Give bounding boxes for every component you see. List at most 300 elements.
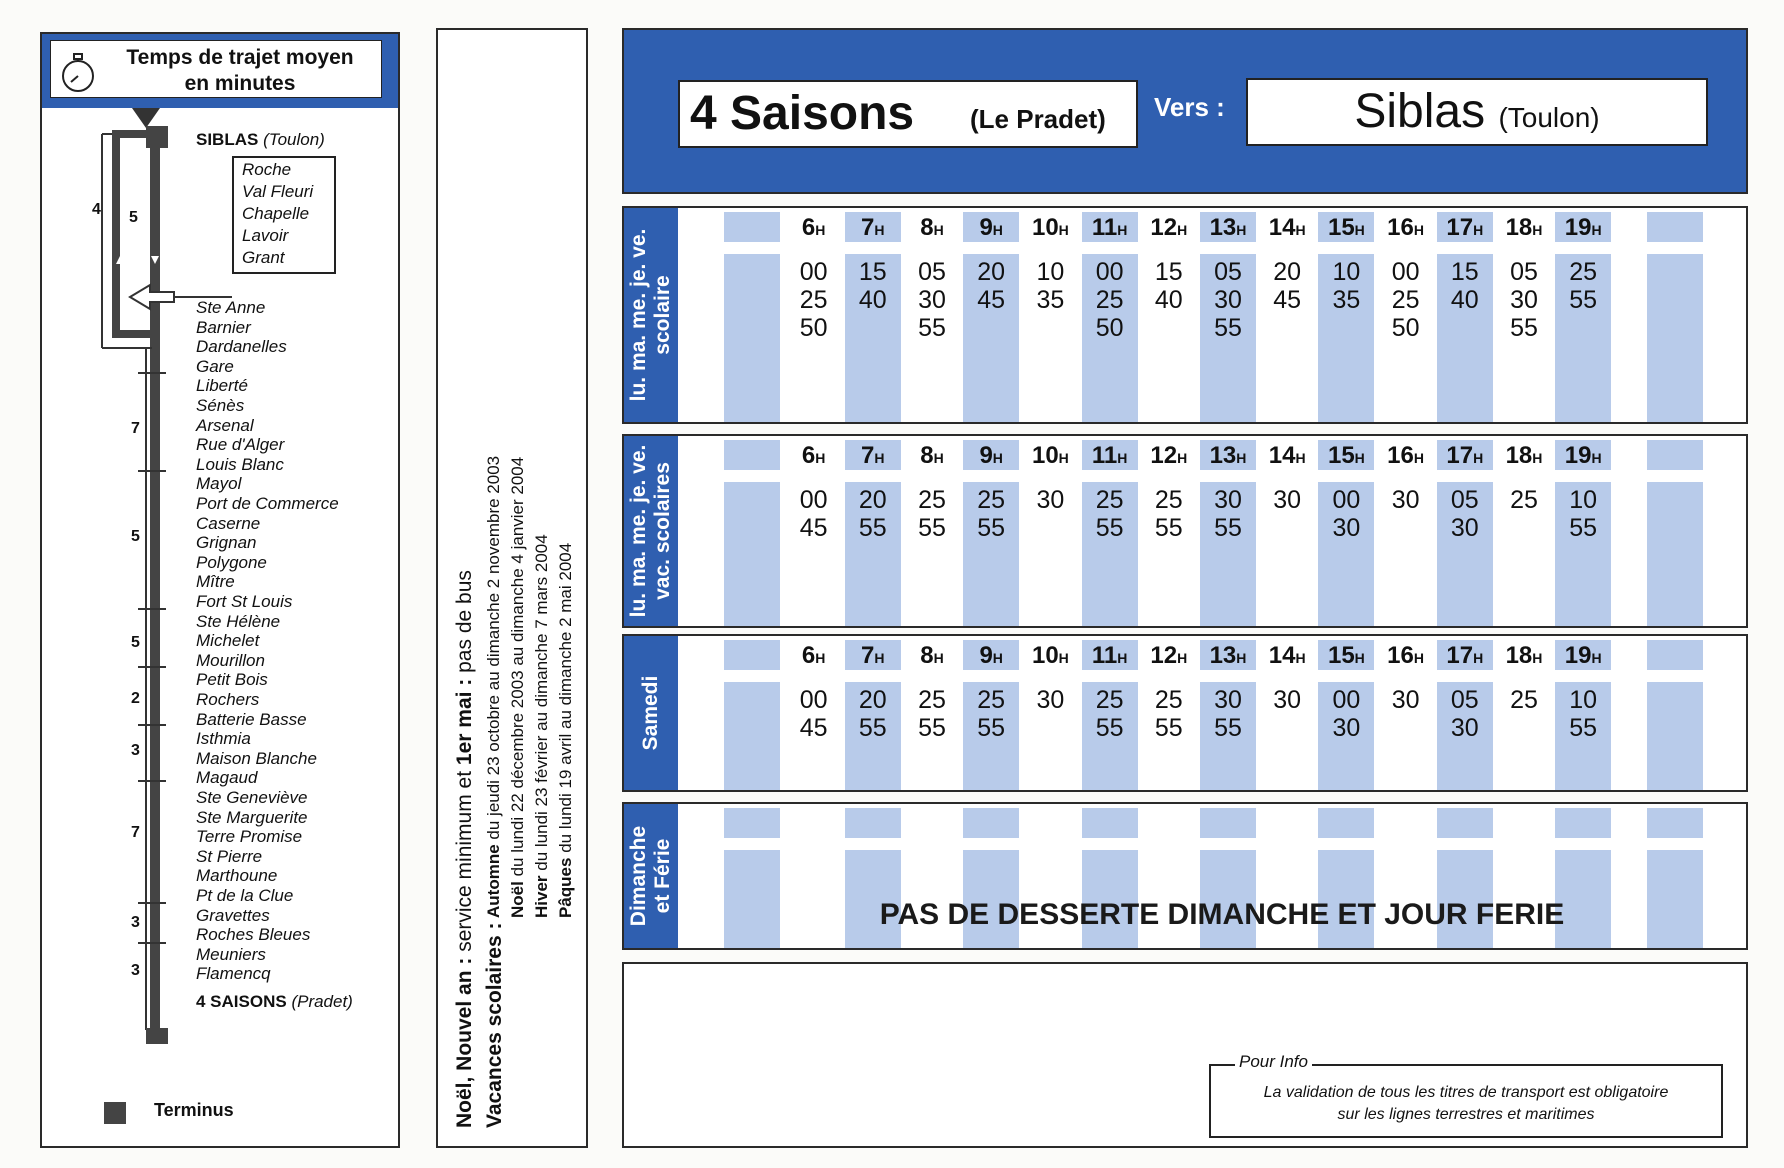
minutes-cell	[1494, 686, 1553, 714]
route-stop: St Pierre	[196, 846, 263, 866]
minutes-cell	[1435, 686, 1494, 742]
timetable-header	[622, 28, 1748, 194]
hour-number: 15	[1327, 642, 1355, 669]
hour-suffix: H	[1354, 450, 1365, 466]
minutes-cell	[1198, 258, 1257, 342]
departure-minute: 25	[1510, 686, 1538, 714]
column-stripe	[1200, 808, 1256, 838]
hour-header	[902, 214, 961, 242]
hour-header	[1554, 642, 1613, 670]
service-notice-text2: pas de bus	[453, 570, 476, 679]
route-stop: Mître	[196, 572, 235, 592]
route-stop: Ste Marguerite	[196, 807, 308, 827]
departure-minute: 25	[1095, 286, 1124, 314]
minutes-cell	[1080, 686, 1139, 742]
hour-suffix: H	[992, 650, 1003, 666]
route-stop: Mourillon	[196, 650, 265, 670]
departure-minute: 55	[1214, 714, 1242, 742]
departure-minute: 25	[1154, 686, 1183, 714]
hour-header	[1376, 214, 1435, 242]
departure-minute: 30	[1450, 514, 1479, 542]
column-stripe	[724, 850, 780, 948]
vacation-dates: du lundi 22 décembre 2003 au dimanche 4 janvier 2004	[508, 456, 527, 877]
time-label: 5	[131, 528, 140, 545]
hour-header	[1494, 642, 1553, 670]
departure-minute: 50	[1391, 314, 1420, 342]
hour-number: 10	[1031, 442, 1059, 469]
minutes-cell	[843, 486, 902, 542]
departure-minute: 05	[1450, 686, 1479, 714]
hour-header	[1021, 442, 1080, 470]
minutes-cell	[1021, 686, 1080, 714]
hour-number: 19	[1564, 442, 1592, 469]
departure-minute: 45	[977, 286, 1006, 314]
pour-info-line2: sur les lignes terrestres et maritimes	[1337, 1106, 1595, 1123]
route-stop: Batterie Basse	[196, 709, 307, 729]
departure-minute: 00	[799, 486, 828, 514]
service-notice	[452, 48, 478, 1128]
hour-header	[843, 642, 902, 670]
hour-number: 14	[1268, 642, 1296, 669]
minutes-cell	[1435, 258, 1494, 314]
minutes-cell	[784, 258, 843, 342]
route-stop: Flamencq	[196, 964, 271, 984]
departure-minute: 30	[1214, 686, 1242, 714]
minutes-cell	[1139, 486, 1198, 542]
hour-suffix: H	[1177, 650, 1188, 666]
terminus-bottom-label	[196, 992, 353, 1011]
route-stop: Polygone	[196, 552, 267, 572]
loop-stop: Lavoir	[242, 226, 289, 245]
route-title-box	[50, 40, 382, 98]
hour-header	[1198, 442, 1257, 470]
loop-stop: Chapelle	[242, 204, 310, 223]
departure-minute: 25	[1569, 258, 1598, 286]
hour-suffix: H	[1473, 450, 1484, 466]
hour-number: 14	[1268, 214, 1296, 241]
minutes-cell	[1494, 486, 1553, 514]
departure-minute: 05	[1510, 258, 1538, 286]
hour-suffix: H	[992, 450, 1003, 466]
departure-minute: 15	[1154, 258, 1183, 286]
hour-header	[1554, 214, 1613, 242]
column-stripe	[963, 808, 1019, 838]
departure-minute: 30	[918, 286, 946, 314]
route-title	[95, 45, 385, 97]
section-label-line2: scolaire	[651, 275, 674, 355]
departure-minute: 30	[1332, 714, 1361, 742]
minutes-cell	[1376, 486, 1435, 514]
hour-header	[1198, 642, 1257, 670]
column-stripe	[1647, 682, 1703, 790]
hour-number: 12	[1150, 442, 1178, 469]
holiday-info-panel	[436, 28, 588, 1148]
column-stripe	[1647, 808, 1703, 838]
hour-suffix: H	[1591, 450, 1602, 466]
route-stop: Marthoune	[196, 866, 278, 886]
hour-header	[843, 214, 902, 242]
departure-minute: 55	[1569, 514, 1598, 542]
route-stop: Pt de la Clue	[196, 886, 294, 905]
hour-number: 10	[1031, 214, 1059, 241]
departure-minute: 25	[977, 486, 1006, 514]
holiday-info-rotated	[438, 48, 586, 1128]
hour-suffix: H	[1117, 650, 1128, 666]
minutes-cell	[1258, 486, 1317, 514]
origin-box	[678, 80, 1138, 148]
terminus-legend-square-icon	[104, 1102, 126, 1124]
hour-number: 7	[861, 442, 875, 469]
minutes-cell	[1139, 258, 1198, 314]
hour-header	[1376, 442, 1435, 470]
hour-header	[962, 442, 1021, 470]
section-label	[627, 445, 675, 618]
pour-info-box	[1209, 1052, 1723, 1138]
hour-number: 18	[1505, 442, 1533, 469]
hour-header	[902, 642, 961, 670]
column-stripe	[724, 640, 780, 670]
departure-minute: 30	[1391, 686, 1420, 714]
hour-header	[1080, 214, 1139, 242]
departure-minute: 25	[1391, 286, 1420, 314]
minutes-cell	[1258, 686, 1317, 714]
hour-number: 17	[1446, 214, 1474, 241]
route-stop: Isthmia	[196, 729, 251, 749]
vacation-name: Automne	[484, 844, 503, 918]
hour-header	[1021, 642, 1080, 670]
departure-minute: 10	[1036, 258, 1065, 286]
hour-header	[784, 214, 843, 242]
no-service-message: PAS DE DESSERTE DIMANCHE ET JOUR FERIE	[879, 898, 1565, 931]
time-label: 7	[131, 420, 140, 437]
departure-minute: 35	[1332, 286, 1361, 314]
route-stop: Terre Promise	[196, 827, 303, 847]
loop-stop: Val Fleuri	[242, 182, 314, 201]
hour-suffix: H	[874, 650, 885, 666]
departure-minute: 40	[1154, 286, 1183, 314]
hour-header	[843, 442, 902, 470]
hour-header	[1317, 642, 1376, 670]
column-stripe	[724, 482, 780, 626]
hour-number: 8	[920, 642, 934, 669]
time-tick	[138, 942, 166, 944]
vers-label: Vers :	[1154, 92, 1225, 122]
departure-minute: 55	[1214, 314, 1242, 342]
terminus-top-label	[196, 130, 325, 149]
hour-header	[1435, 642, 1494, 670]
hour-number: 6	[801, 442, 816, 469]
minutes-cell	[962, 686, 1021, 742]
route-stop: Port de Commerce	[196, 494, 339, 513]
minutes-cell	[1198, 686, 1257, 742]
notes-box	[622, 962, 1748, 1148]
route-stop: Arsenal	[196, 415, 254, 435]
vacation-paques	[554, 543, 578, 918]
hour-number: 12	[1150, 642, 1178, 669]
hour-number: 16	[1387, 214, 1414, 241]
hour-number: 7	[861, 214, 875, 241]
hour-number: 17	[1446, 642, 1474, 669]
departure-minute: 55	[858, 714, 887, 742]
minutes-cell	[784, 486, 843, 542]
departure-minute: 15	[1450, 258, 1479, 286]
route-stop: Maison Blanche	[196, 748, 317, 768]
departure-minute: 25	[1510, 486, 1538, 514]
loop-stop: Grant	[242, 248, 285, 267]
route-stop: Magaud	[196, 768, 258, 788]
departure-minute: 25	[918, 486, 946, 514]
departure-minute: 25	[918, 686, 946, 714]
departure-minute: 20	[858, 486, 887, 514]
minutes-cell	[902, 686, 961, 742]
departure-minute: 25	[799, 286, 828, 314]
hour-number: 15	[1327, 214, 1355, 241]
route-stop: Rochers	[196, 690, 260, 709]
vacation-name: Hiver	[532, 875, 551, 918]
hour-number: 7	[861, 642, 875, 669]
route-stop: Sénès	[196, 396, 245, 415]
departure-minute: 55	[1095, 714, 1124, 742]
hour-number: 13	[1209, 214, 1237, 241]
departure-minute: 55	[858, 514, 887, 542]
minutes-cell	[1021, 258, 1080, 314]
terminus-legend-label: Terminus	[154, 1100, 234, 1120]
departure-minute: 10	[1569, 686, 1598, 714]
time-label: 5	[129, 209, 138, 226]
minutes-cell	[784, 686, 843, 742]
hour-number: 16	[1387, 442, 1414, 469]
hour-number: 13	[1209, 442, 1237, 469]
hour-suffix: H	[815, 450, 826, 466]
hour-header	[1435, 442, 1494, 470]
hour-header	[1317, 214, 1376, 242]
time-label: 3	[131, 742, 140, 759]
minutes-cell	[962, 258, 1021, 314]
pour-info-title: Pour Info	[1235, 1052, 1312, 1072]
terminus-bottom-sub: (Pradet)	[291, 992, 353, 1011]
hour-header	[1080, 442, 1139, 470]
hour-number: 11	[1091, 442, 1118, 469]
hour-suffix: H	[1117, 450, 1128, 466]
departure-minute: 00	[1332, 486, 1361, 514]
hour-suffix: H	[1473, 650, 1484, 666]
route-stop: Fort St Louis	[196, 592, 293, 611]
hour-number: 11	[1091, 642, 1118, 669]
departure-minute: 20	[977, 258, 1006, 286]
departure-minute: 05	[1450, 486, 1479, 514]
minutes-cell	[1317, 486, 1376, 542]
column-stripe	[724, 212, 780, 242]
section-1	[622, 434, 1748, 628]
departure-minute: 25	[1095, 486, 1124, 514]
hour-suffix: H	[1236, 650, 1247, 666]
hour-suffix: H	[1532, 222, 1543, 238]
minutes-cell	[962, 486, 1021, 542]
minutes-cell	[1258, 258, 1317, 314]
hour-suffix: H	[1177, 450, 1188, 466]
departure-minute: 55	[1569, 714, 1598, 742]
departure-minute: 55	[1214, 514, 1242, 542]
hour-number: 6	[801, 214, 816, 241]
time-tick	[138, 608, 166, 610]
route-stop: Louis Blanc	[196, 454, 284, 474]
departure-minute: 00	[1332, 686, 1361, 714]
route-panel	[40, 32, 400, 1148]
minutes-cell	[902, 486, 961, 542]
minutes-cell	[1317, 686, 1376, 742]
origin-sub: (Le Pradet)	[970, 104, 1106, 134]
section-2	[622, 634, 1748, 792]
time-tick	[138, 724, 166, 726]
departure-minute: 10	[1569, 486, 1598, 514]
vacation-name: Noël	[508, 881, 527, 918]
hour-header	[1258, 442, 1317, 470]
vacances-heading: Vacances scolaires :	[483, 922, 506, 1128]
column-stripe	[724, 682, 780, 790]
departure-minute: 55	[918, 514, 946, 542]
hour-header	[1317, 442, 1376, 470]
time-label: 3	[131, 914, 140, 931]
vacation-name: Pâques	[556, 857, 575, 918]
vacation-dates: du jeudi 23 octobre au dimanche 2 novembre 2003	[484, 455, 503, 840]
section-sunday	[622, 802, 1748, 950]
column-stripe	[724, 808, 780, 838]
column-stripe	[1082, 808, 1138, 838]
route-stop: Liberté	[196, 376, 248, 396]
route-stop: Barnier	[196, 317, 251, 337]
minutes-cell	[1317, 258, 1376, 314]
hour-number: 18	[1505, 642, 1533, 669]
route-stop: Dardanelles	[196, 337, 287, 357]
hour-suffix: H	[815, 222, 826, 238]
departure-minute: 30	[1214, 486, 1242, 514]
hour-header	[784, 442, 843, 470]
minutes-cell	[1435, 486, 1494, 542]
hour-header	[962, 642, 1021, 670]
hour-suffix: H	[933, 222, 944, 238]
pour-info-text	[1211, 1082, 1721, 1126]
route-stop: Gravettes	[196, 905, 270, 925]
hour-suffix: H	[1354, 222, 1365, 238]
hour-number: 9	[979, 642, 993, 669]
column-stripe	[1647, 850, 1703, 948]
departure-minute: 30	[1510, 286, 1538, 314]
section-label-line1: Samedi	[639, 675, 662, 751]
time-label: 3	[131, 962, 140, 979]
vacation-noel	[506, 457, 530, 918]
time-label: 4	[92, 201, 101, 218]
hour-suffix: H	[1591, 222, 1602, 238]
departure-minute: 55	[977, 714, 1006, 742]
hour-suffix: H	[874, 222, 885, 238]
hour-suffix: H	[1532, 650, 1543, 666]
pour-info-line1: La validation de tous les titres de transport est obligatoire	[1263, 1084, 1669, 1101]
departure-minute: 50	[1095, 314, 1124, 342]
departure-minute: 55	[918, 314, 946, 342]
departure-minute: 30	[1391, 486, 1420, 514]
column-stripe	[1647, 254, 1703, 422]
route-stop: Caserne	[196, 513, 261, 533]
destination	[1248, 80, 1706, 150]
terminus-top-sub: (Toulon)	[263, 130, 325, 149]
departure-minute: 45	[799, 514, 828, 542]
column-stripe	[1647, 640, 1703, 670]
hour-number: 14	[1268, 442, 1296, 469]
departure-minute: 10	[1332, 258, 1361, 286]
hour-number: 9	[979, 442, 993, 469]
route-stop: Grignan	[196, 533, 257, 553]
departure-minute: 05	[1214, 258, 1242, 286]
departure-minute: 55	[1569, 286, 1598, 314]
minutes-cell	[1376, 686, 1435, 714]
departure-minute: 15	[858, 258, 887, 286]
section-label	[639, 676, 663, 751]
vacation-dates: du lundi 23 février au dimanche 7 mars 2004	[532, 534, 551, 871]
hour-suffix: H	[1117, 222, 1128, 238]
hour-suffix: H	[1236, 222, 1247, 238]
hour-header	[1021, 214, 1080, 242]
hour-header	[1139, 442, 1198, 470]
departure-minute: 25	[1095, 686, 1124, 714]
column-stripe	[845, 808, 901, 838]
service-notice-text: service minimum et	[453, 765, 476, 958]
hour-suffix: H	[1591, 650, 1602, 666]
hour-header	[1554, 442, 1613, 470]
loop-stops-box	[232, 156, 336, 274]
hour-suffix: H	[1473, 222, 1484, 238]
time-tick	[138, 470, 166, 472]
hour-suffix: H	[1295, 450, 1306, 466]
hour-suffix: H	[1058, 222, 1069, 238]
hour-number: 9	[979, 214, 993, 241]
hour-suffix: H	[992, 222, 1003, 238]
route-title-line1: Temps de trajet moyen	[126, 46, 354, 69]
loop-stop: Roche	[242, 160, 292, 179]
hour-number: 8	[920, 214, 934, 241]
departure-minute: 45	[799, 714, 828, 742]
route-stop: Meuniers	[196, 944, 266, 964]
time-label: 2	[131, 690, 140, 707]
departure-minute: 25	[977, 686, 1006, 714]
route-stop: Mayol	[196, 474, 242, 494]
hour-number: 15	[1327, 442, 1355, 469]
hour-header	[1494, 442, 1553, 470]
hour-number: 18	[1505, 214, 1533, 241]
service-notice-bold: Noël, Nouvel an :	[453, 957, 476, 1128]
vacation-dates: du lundi 19 avril au dimanche 2 mai 2004	[556, 542, 575, 853]
column-stripe	[1318, 808, 1374, 838]
destination-box	[1246, 78, 1708, 146]
hour-suffix: H	[1532, 450, 1543, 466]
departure-minute: 05	[918, 258, 946, 286]
minutes-cell	[843, 686, 902, 742]
hour-header	[962, 214, 1021, 242]
time-tick	[138, 902, 166, 904]
hour-number: 12	[1150, 214, 1178, 241]
column-stripe	[724, 254, 780, 422]
route-stop: Rue d'Alger	[196, 435, 285, 455]
hour-number: 10	[1031, 642, 1059, 669]
hour-number: 6	[801, 642, 816, 669]
departure-minute: 50	[799, 314, 828, 342]
vacation-hiver	[530, 534, 554, 918]
route-title-line2: en minutes	[184, 72, 296, 95]
route-stop: Michelet	[196, 631, 260, 651]
hour-header	[1080, 642, 1139, 670]
hour-header	[902, 442, 961, 470]
hour-header	[1376, 642, 1435, 670]
time-tick	[138, 780, 166, 782]
